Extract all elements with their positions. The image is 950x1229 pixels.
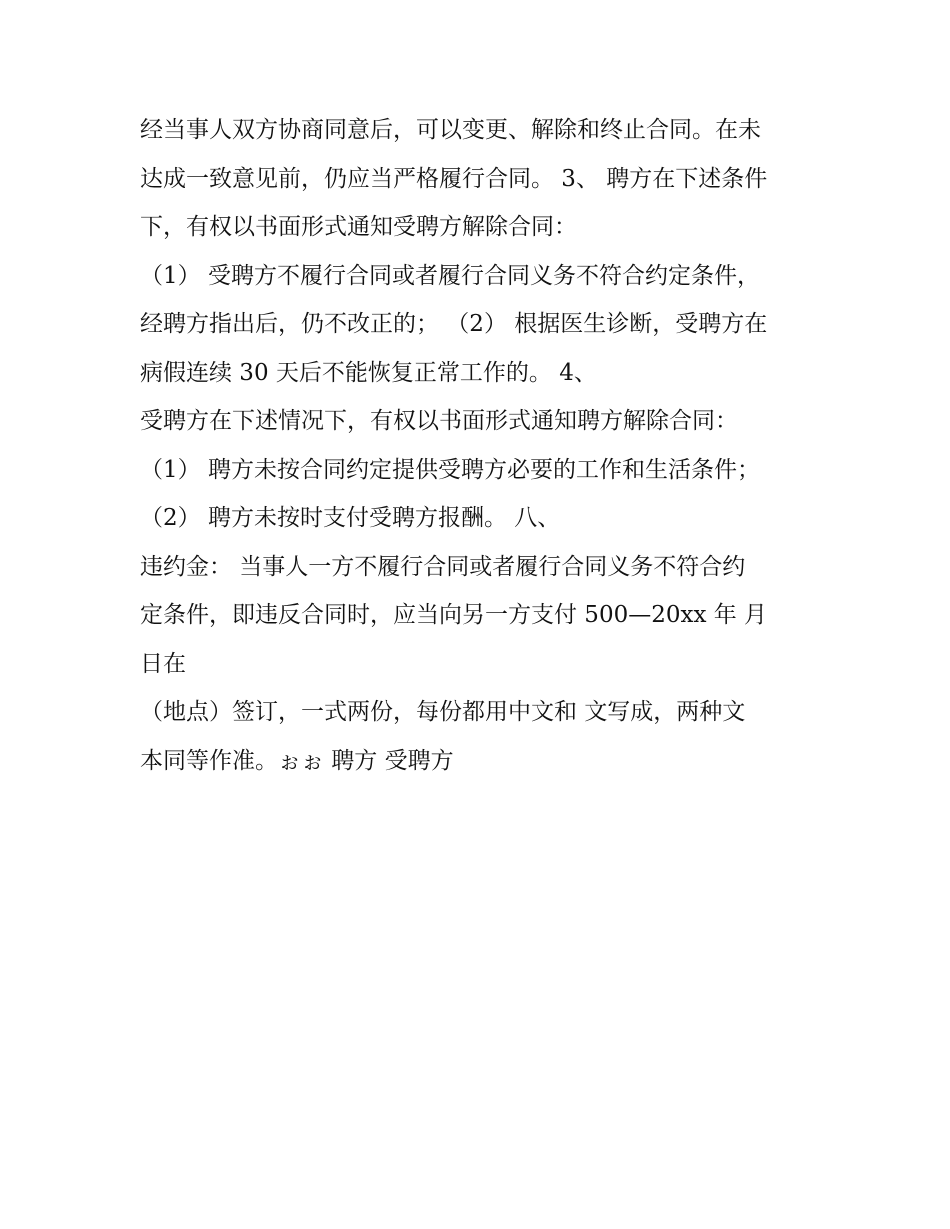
text-line: 经当事人双方协商同意后，可以变更、解除和终止合同。在未 <box>140 117 761 143</box>
text-line: 下，有权以书面形式通知受聘方解除合同： <box>140 214 577 240</box>
text-line: 本同等作准。ぉぉ 聘方 受聘方 <box>140 747 454 774</box>
text-line: （1） 聘方未按合同约定提供受聘方必要的工作和生活条件； <box>140 456 760 483</box>
text-line: 违约金： 当事人一方不履行合同或者履行合同义务不符合约 <box>140 553 746 580</box>
text-line: 经聘方指出后，仍不改正的； （2） 根据医生诊断，受聘方在 <box>140 311 768 337</box>
text-line: 受聘方在下述情况下，有权以书面形式通知聘方解除合同： <box>140 408 738 434</box>
text-line: （1） 受聘方不履行合同或者履行合同义务不符合约定条件， <box>140 262 760 289</box>
text-line: 病假连续 30 天后不能恢复正常工作的。 4、 <box>140 359 597 386</box>
text-line: （2） 聘方未按时支付受聘方报酬。 八、 <box>140 505 561 531</box>
text-line: 达成一致意见前，仍应当严格履行合同。 3、 聘方在下述条件 <box>140 165 768 192</box>
text-line: 日在 <box>140 650 186 677</box>
contract-text <box>140 106 830 785</box>
text-line: 定条件，即违反合同时，应当向另一方支付 500—20xx 年 月 <box>140 602 768 628</box>
text-line: （地点）签订，一式两份，每份都用中文和 文写成，两种文 <box>140 699 746 725</box>
